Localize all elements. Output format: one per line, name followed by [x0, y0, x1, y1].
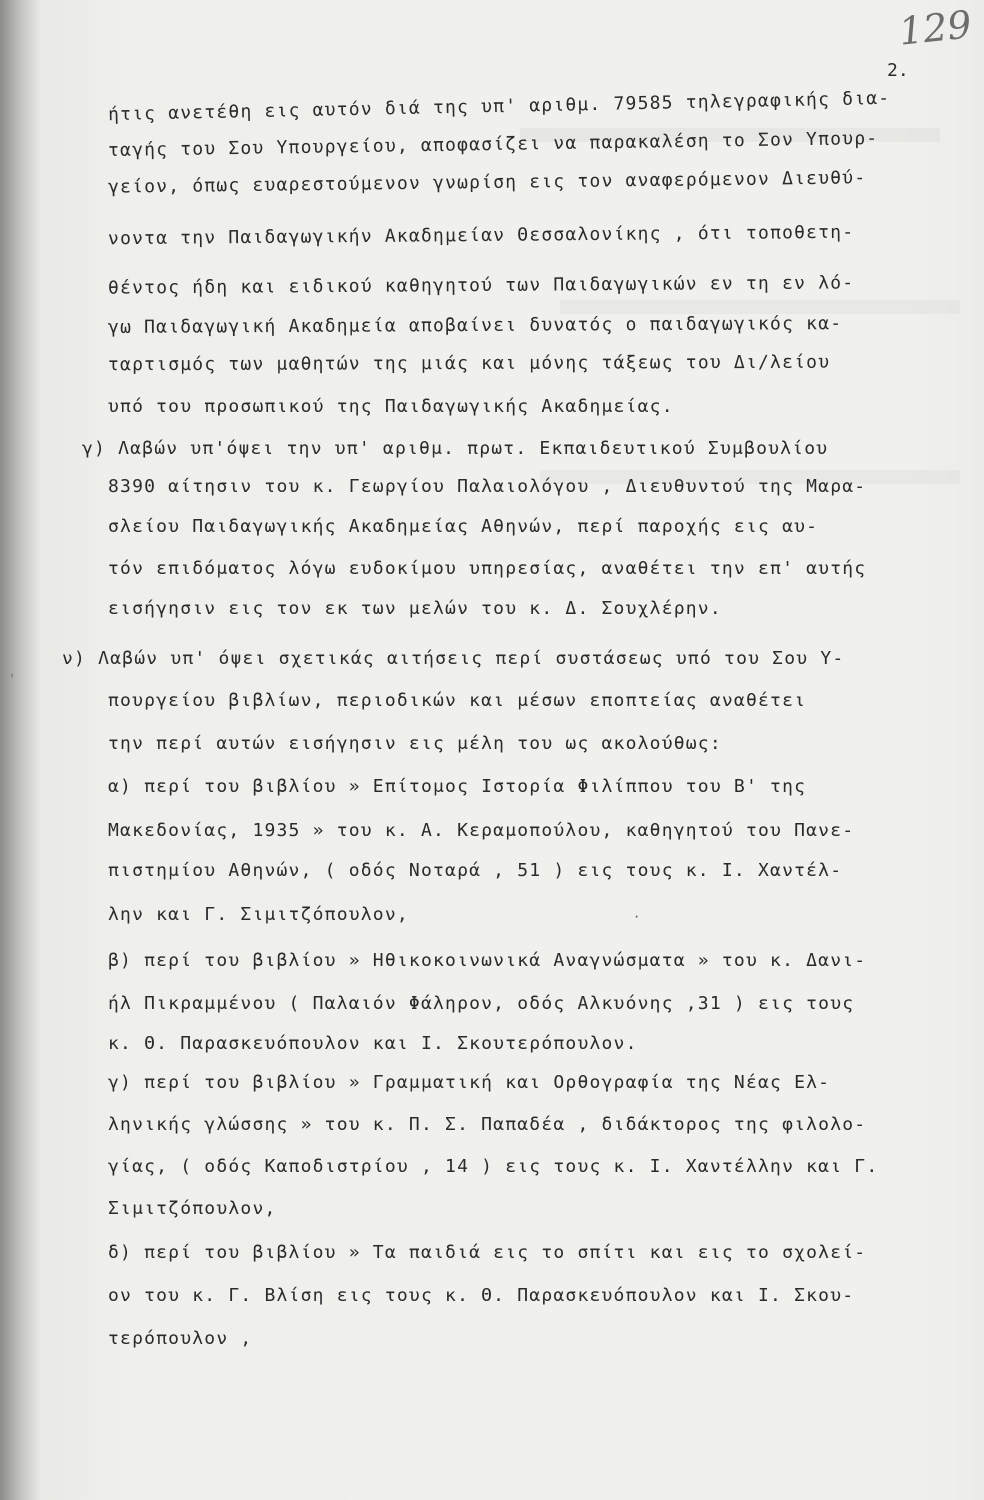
text-line: τερόπουλον , [108, 1328, 253, 1349]
page-number: 2. [887, 60, 909, 81]
text-line: 8390 αίτησιν του κ. Γεωργίου Παλαιολόγου , Διευθυντού της Μαρα- [108, 476, 867, 497]
text-line: α) περί του βιβλίου » Επίτομος Ιστορία Φιλίππου του Β' της [108, 776, 807, 797]
text-line: εισήγησιν εις τον εκ των μελών του κ. Δ. Σουχλέρην. [108, 598, 722, 619]
text-line: κ. Θ. Παρασκευόπουλον και Ι. Σκουτερόπουλον. [108, 1033, 638, 1054]
text-line: ν) Λαβών υπ' όψει σχετικάς αιτήσεις περί συστάσεως υπό του Σου Υ- [62, 648, 845, 669]
text-line: την περί αυτών εισήγησιν εις μέλη του ως ακολούθως: [108, 733, 722, 754]
text-line: δ) περί του βιβλίου » Τα παιδιά εις το σπίτι και εις το σχολεί- [108, 1242, 867, 1263]
text-line: νοντα την Παιδαγωγικήν Ακαδημείαν Θεσσαλονίκης , ότι τοποθετη- [107, 221, 855, 250]
bleed-through-shadow [560, 300, 960, 314]
margin-tick-mark: ' [8, 672, 17, 688]
text-line: τόν επιδόματος λόγω ευδοκίμου υπηρεσίας, αναθέτει την επ' αυτής [108, 558, 867, 579]
text-line: β) περί του βιβλίου » Ηθικοκοινωνικά Αναγνώσματα » του κ. Δανι- [108, 950, 867, 971]
archive-number: 129 [897, 2, 975, 54]
text-line: υπό του προσωπικού της Παιδαγωγικής Ακαδημείας. [108, 396, 674, 417]
text-line: ληνικής γλώσσης » του κ. Π. Σ. Παπαδέα , διδάκτορος της φιλολο- [108, 1114, 867, 1135]
text-line: ήτις ανετέθη εις αυτόν διά της υπ' αριθμ. 79585 τηλεγραφικής δια- [107, 87, 891, 126]
text-line: γ) περί του βιβλίου » Γραμματική και Ορθογραφία της Νέας Ελ- [108, 1072, 831, 1093]
text-line: πουργείου βιβλίων, περιοδικών και μέσων εποπτείας αναθέτει [108, 690, 807, 711]
text-line: σλείου Παιδαγωγικής Ακαδημείας Αθηνών, περί παροχής εις αυ- [108, 516, 819, 537]
stray-dot-mark: · [633, 910, 641, 924]
text-line: λην και Γ. Σιμιτζόπουλον, [108, 904, 409, 925]
text-line: γείον, όπως ευαρεστούμενον γνωρίση εις τον αναφερόμενον Διευθύ- [107, 167, 867, 198]
text-line: Μακεδονίας, 1935 » του κ. Α. Κεραμοπούλου, καθηγητού του Πανε- [108, 820, 855, 841]
text-line: θέντος ήδη και ειδικού καθηγητού των Παιδαγωγικών εν τη εν λό- [107, 272, 855, 299]
text-line: ήλ Πικραμμένου ( Παλαιόν Φάληρον, οδός Αλκυόνης ,31 ) εις τους [108, 993, 855, 1014]
text-line: ταγής του Σου Υπουργείου, αποφασίζει να παρακαλέση το Σον Υπουρ- [107, 127, 879, 162]
text-line: Σιμιτζόπουλον, [108, 1198, 277, 1219]
text-line: ταρτισμός των μαθητών της μιάς και μόνης τάξεως του Δι/λείου [107, 351, 831, 376]
text-line: πιστημίου Αθηνών, ( οδός Νοταρά , 51 ) εις τους κ. Ι. Χαντέλ- [108, 860, 843, 881]
text-line: γ) Λαβών υπ'όψει την υπ' αριθμ. πρωτ. Εκπαιδευτικού Συμβουλίου [82, 438, 829, 459]
text-line: ον του κ. Γ. Βλίση εις τους κ. Θ. Παρασκευόπουλον και Ι. Σκου- [108, 1285, 855, 1306]
text-line: γίας, ( οδός Καποδιστρίου , 14 ) εις τους κ. Ι. Χαντέλλην και Γ. [108, 1156, 879, 1177]
text-line: γω Παιδαγωγική Ακαδημεία αποβαίνει δυνατός ο παιδαγωγικός κα- [107, 313, 843, 338]
